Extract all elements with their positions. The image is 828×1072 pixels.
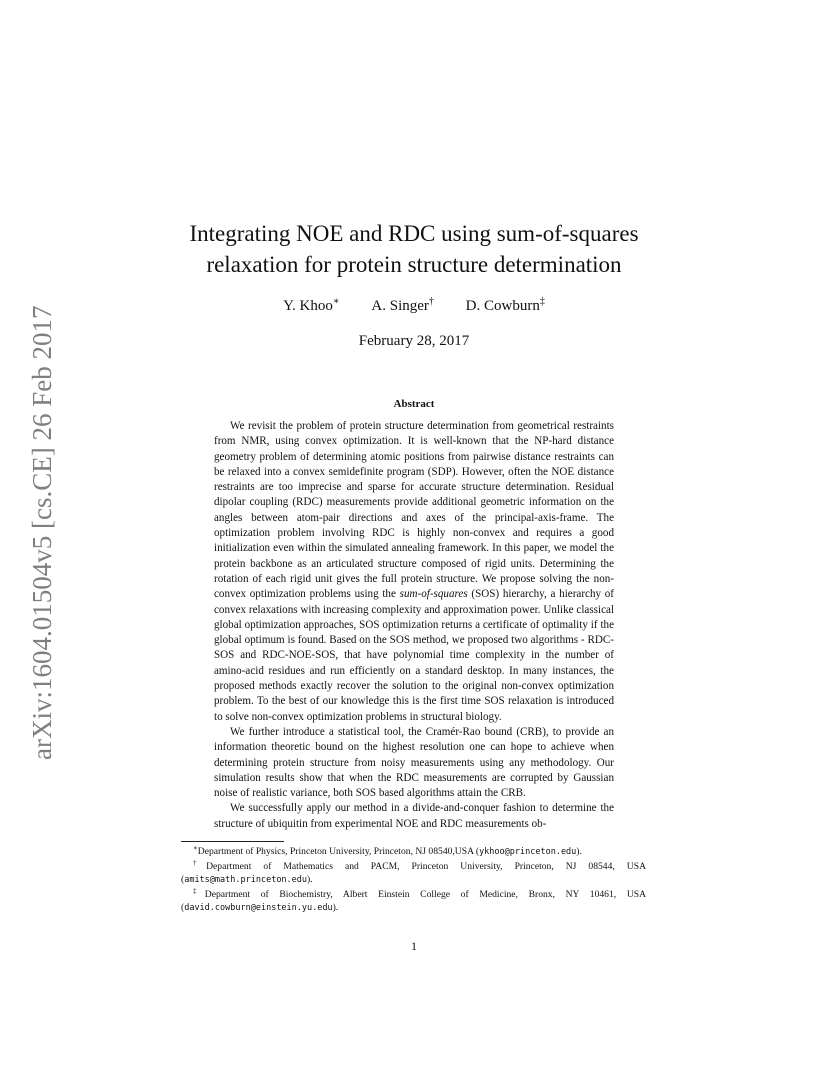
footnotes: [181, 845, 646, 916]
author-singer: [371, 298, 434, 315]
publication-date: February 28, 2017: [358, 333, 470, 349]
footnote-close: ).: [332, 902, 339, 913]
footnote-mark: ∗: [193, 844, 198, 852]
abstract-paragraph-2: We further introduce a statistical tool, the Cramér-Rao bound (CRB), to provide an information theoretic bound on the highest resolution one can hope to achieve when determining protein structure from noisy measurements using any methodology. Our simulation results show that when the RDC measurements are corrupted by Gaussian noise of realistic variance, both SOS based algorithms attain the CRB.: [214, 725, 614, 800]
footnote-singer: [181, 860, 646, 887]
footnote-email: ykhoo@princeton.edu: [479, 847, 577, 857]
footnote-close: ).: [307, 874, 313, 885]
author-footnote-mark: ∗: [332, 296, 340, 307]
author-name: A. Singer: [371, 298, 429, 314]
author-name: D. Cowburn: [465, 298, 540, 314]
author-cowburn: [466, 298, 545, 315]
page-number: 1: [411, 939, 417, 953]
footnote-mark: ‡: [193, 887, 205, 895]
author-list: [200, 298, 628, 315]
arxiv-identifier-watermark: arXiv:1604.01504v5 [cs.CE] 26 Feb 2017: [27, 305, 57, 760]
abstract-heading: Abstract: [393, 398, 435, 410]
footnote-khoo: [181, 845, 646, 859]
abstract-text: We revisit the problem of protein structure determination from geometrical restraints from NMR, using convex optimization. It is well-known that the NP-hard distance geometry problem of determining atomic positions from pairwise distance restraints can be relaxed into a convex semidefinite program (SDP). However, often the NOE distance restraints are too imprecise and sparse for accurate structure determination. Residual dipolar coupling (RDC) measurements provide additional geometric information on the angles between atom-pair directions and axes of the principal-axis-frame. The optimization problem involving RDC is highly non-convex and requires a good initialization even within the simulated annealing framework. In this paper, we model the protein backbone as an articulated structure composed of rigid units. Determining the rotation of each rigid unit gives the full protein structure. We propose solving the non-convex optimization problems using the: [214, 420, 614, 601]
abstract-body: [214, 419, 614, 832]
author-name: Y. Khoo: [283, 298, 333, 314]
footnote-text: Department of Biochemistry, Albert Einstein College of Medicine, Bronx, NY 10461, USA (: [181, 889, 647, 913]
author-khoo: [283, 298, 340, 315]
paper-title: [150, 218, 678, 280]
footnote-cowburn: [181, 888, 646, 915]
footnote-text: Department of Physics, Princeton University, Princeton, NJ 08540,USA (: [197, 846, 480, 857]
author-footnote-mark: †: [428, 296, 434, 307]
title-line-2: relaxation for protein structure determination: [206, 252, 622, 277]
footnote-close: ).: [576, 846, 582, 857]
abstract-paragraph-1: [214, 419, 614, 725]
abstract-emphasis: sum-of-squares: [399, 588, 468, 601]
footnote-mark: †: [193, 859, 207, 867]
footnote-email: david.cowburn@einstein.yu.edu: [184, 903, 333, 913]
title-line-1: Integrating NOE and RDC using sum-of-squares: [189, 221, 639, 246]
footnote-divider: [181, 841, 284, 842]
author-footnote-mark: ‡: [539, 296, 545, 307]
abstract-text: (SOS) hierarchy, a hierarchy of convex relaxations with increasing complexity and approximation power. Unlike classical global optimization approaches, SOS optimization returns a certificate of optimality if the global optimum is found. Based on the SOS method, we proposed two algorithms - RDC-SOS and RDC-NOE-SOS, that have polynomial time complexity in the number of amino-acid residues and run efficiently on a standard desktop. In many instances, the proposed methods exactly recover the solution to the original non-convex optimization problem. To the best of our knowledge this is the first time SOS relaxation is introduced to solve non-convex optimization problems in structural biology.: [214, 588, 615, 723]
footnote-email: amits@math.princeton.edu: [184, 875, 308, 885]
footnote-text: Department of Mathematics and PACM, Princeton University, Princeton, NJ 08544, USA (: [181, 861, 646, 885]
abstract-paragraph-3: We successfully apply our method in a divide-and-conquer fashion to determine the structure of ubiquitin from experimental NOE and RDC measurements ob-: [214, 802, 614, 830]
